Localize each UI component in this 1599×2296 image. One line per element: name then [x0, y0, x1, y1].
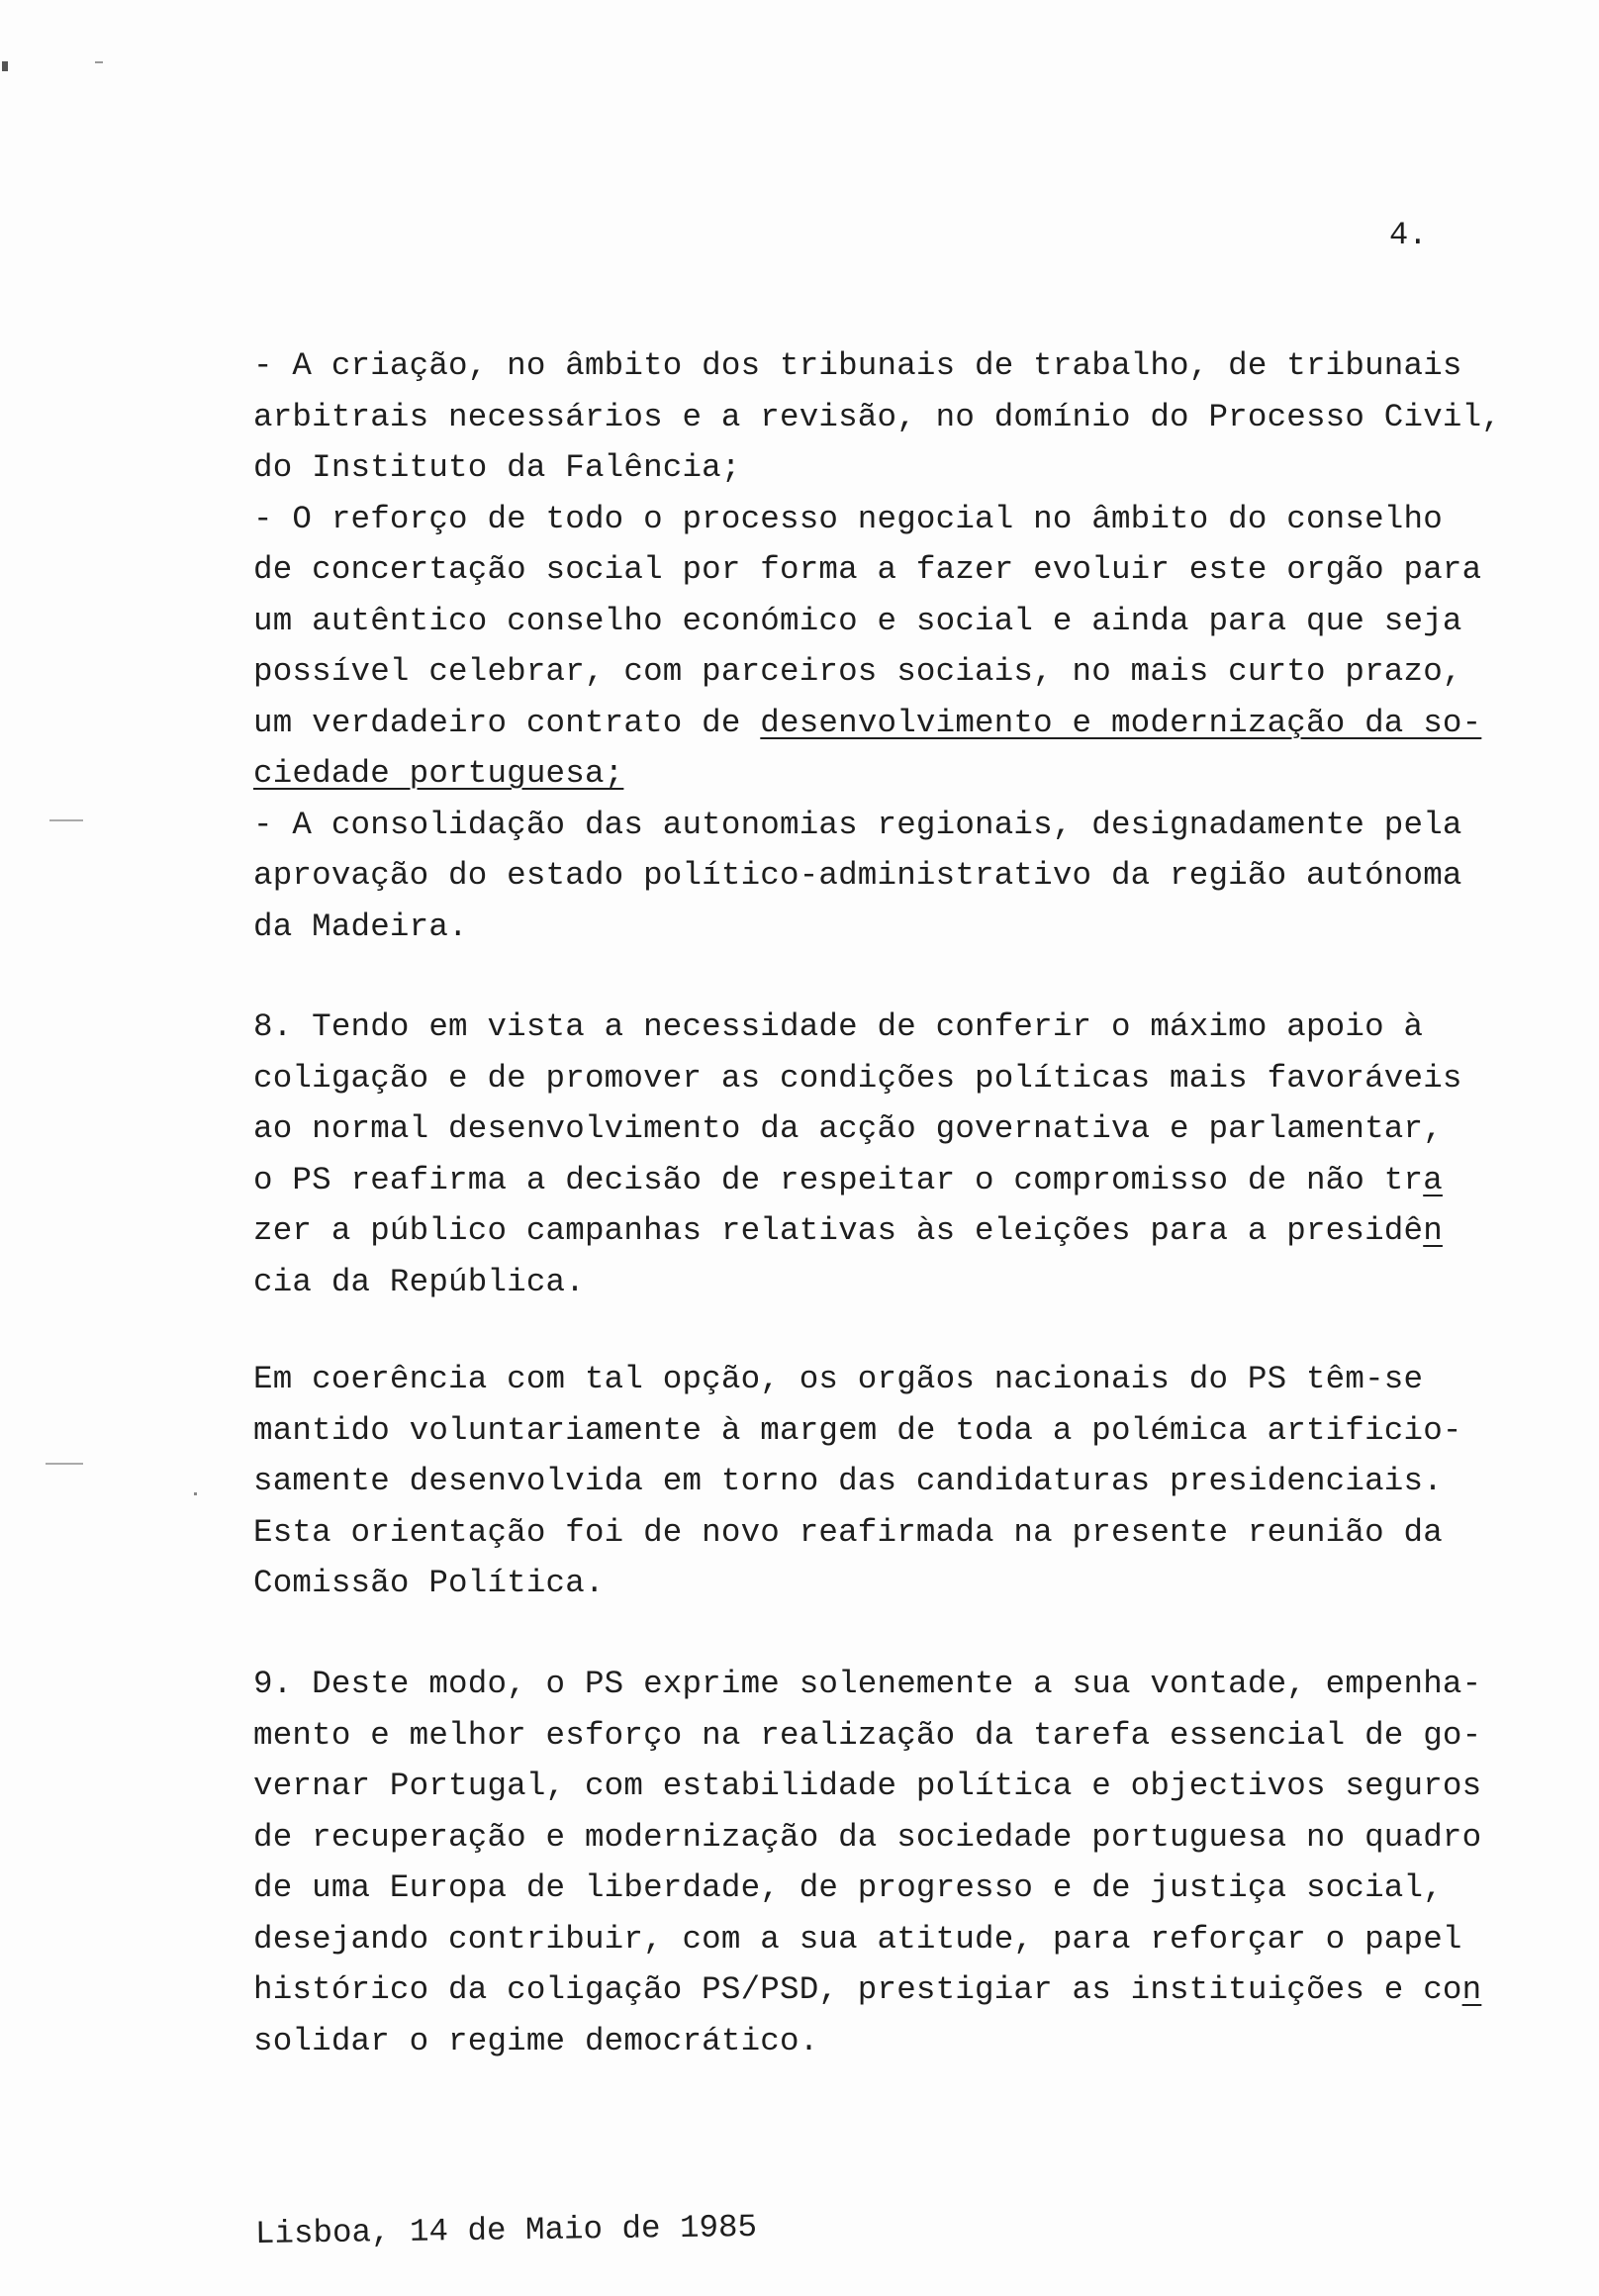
- text-line: da Madeira.: [253, 908, 468, 945]
- text-line: samente desenvolvida em torno das candidaturas presidenciais.: [253, 1463, 1443, 1499]
- underlined-text: ciedade portuguesa;: [253, 755, 624, 792]
- scan-speck: [46, 1463, 83, 1465]
- text-line: mantido voluntariamente à margem de toda a polémica artificio-: [253, 1411, 1462, 1449]
- text-line: do Instituto da Falência;: [253, 449, 741, 486]
- text-fragment: zer a público campanhas relativas às eleições para a presidê: [253, 1212, 1424, 1249]
- underlined-text: n: [1423, 1212, 1443, 1249]
- text-line: [253, 1964, 1540, 2016]
- text-line: Esta orientação foi de novo reafirmada na presente reunião da: [253, 1513, 1443, 1551]
- underlined-text: desenvolvimento e modernização da so-: [760, 704, 1482, 741]
- scan-speck: [49, 819, 83, 821]
- text-line: ao normal desenvolvimento da acção governativa e parlamentar,: [253, 1110, 1443, 1147]
- underlined-text: a: [1423, 1161, 1443, 1198]
- paragraph-coherence: [253, 1354, 1540, 1609]
- underlined-text: n: [1461, 1971, 1482, 2008]
- text-line: 9. Deste modo, o PS exprime solenemente a sua vontade, empenha-: [253, 1666, 1482, 1702]
- text-line: 8. Tendo em vista a necessidade de conferir o máximo apoio à: [253, 1008, 1424, 1045]
- text-line: arbitrais necessários e a revisão, no domínio do Processo Civil,: [253, 398, 1502, 435]
- place-date-signature: Lisboa, 14 de Maio de 1985: [254, 2208, 758, 2252]
- page-number: 4.: [1389, 217, 1428, 253]
- text-fragment: um verdadeiro contrato de: [253, 704, 761, 741]
- text-line: [253, 748, 1540, 800]
- text-line: de uma Europa de liberdade, de progresso e de justiça social,: [253, 1869, 1443, 1906]
- paragraph-7-items: [253, 340, 1540, 952]
- scan-speck: [2, 61, 8, 71]
- text-fragment: histórico da coligação PS/PSD, prestigiar as instituições e co: [253, 1971, 1462, 2008]
- text-line: de concertação social por forma a fazer evoluir este orgão para: [253, 551, 1482, 588]
- paragraph-8: [253, 1002, 1540, 1307]
- text-line: coligação e de promover as condições políticas mais favoráveis: [253, 1059, 1462, 1097]
- text-line: solidar o regime democrático.: [253, 2022, 819, 2059]
- paragraph-9: [253, 1659, 1540, 2066]
- text-line: Em coerência com tal opção, os orgãos nacionais do PS têm-se: [253, 1361, 1424, 1397]
- text-line: [253, 1155, 1540, 1206]
- text-line: Comissão Política.: [253, 1565, 605, 1601]
- scan-speck: [95, 61, 103, 63]
- text-line: - A consolidação das autonomias regionais, designadamente pela: [253, 806, 1462, 843]
- text-line: possível celebrar, com parceiros sociais, no mais curto prazo,: [253, 653, 1462, 690]
- text-line: vernar Portugal, com estabilidade política e objectivos seguros: [253, 1768, 1482, 1804]
- text-line: um autêntico conselho económico e social e ainda para que seja: [253, 602, 1462, 639]
- text-line: de recuperação e modernização da sociedade portuguesa no quadro: [253, 1818, 1482, 1856]
- text-line: [253, 698, 1540, 749]
- text-line: mento e melhor esforço na realização da tarefa essencial de go-: [253, 1716, 1482, 1754]
- text-line: - A criação, no âmbito dos tribunais de trabalho, de tribunais: [253, 347, 1462, 384]
- text-line: [253, 1205, 1540, 1257]
- text-line: desejando contribuir, com a sua atitude, para reforçar o papel: [253, 1920, 1462, 1958]
- scan-speck: [194, 1492, 197, 1495]
- text-line: aprovação do estado político-administrativo da região autónoma: [253, 857, 1462, 894]
- text-line: - O reforço de todo o processo negocial no âmbito do conselho: [253, 500, 1443, 537]
- text-fragment: o PS reafirma a decisão de respeitar o compromisso de não tr: [253, 1161, 1424, 1198]
- text-line: cia da República.: [253, 1263, 585, 1300]
